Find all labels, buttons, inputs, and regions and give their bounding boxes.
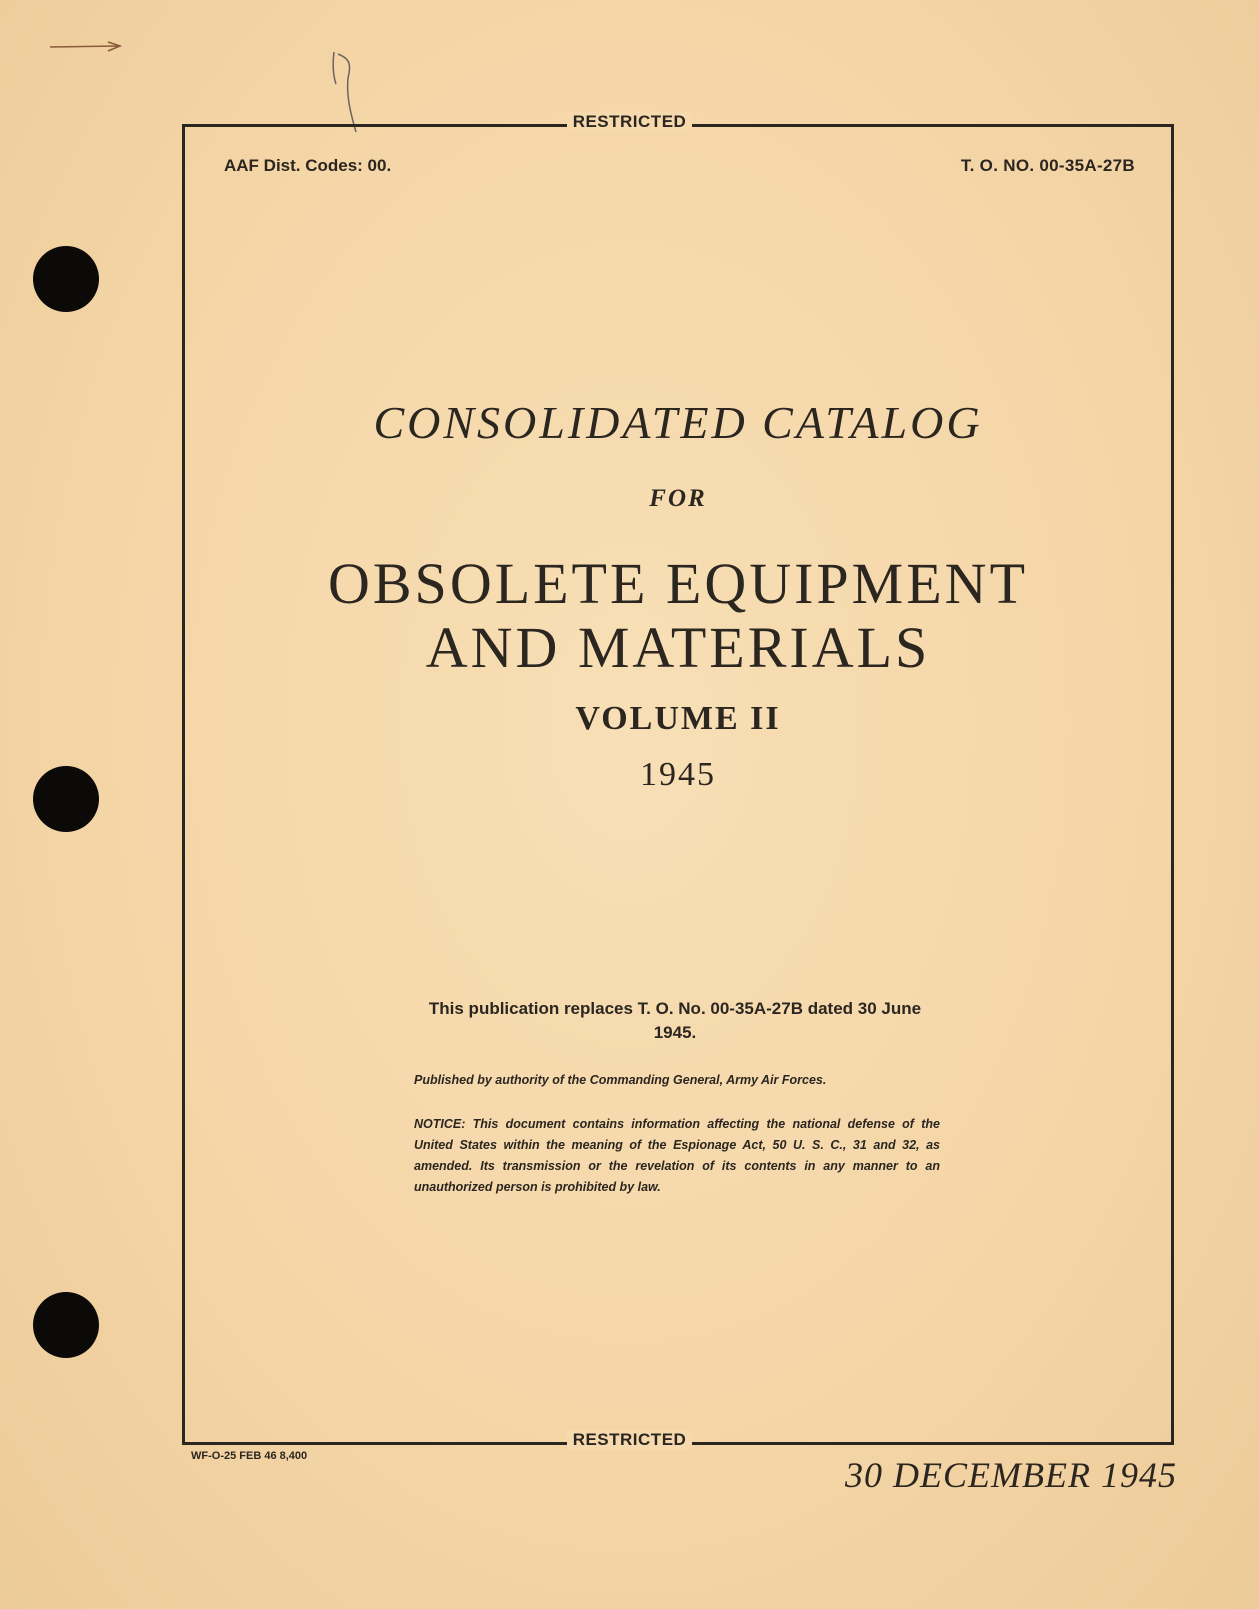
- print-code: WF-O-25 FEB 46 8,400: [191, 1450, 308, 1462]
- restricted-label-bottom: RESTRICTED: [0, 1430, 1259, 1450]
- punch-hole-middle: [33, 766, 99, 832]
- restricted-label-top: RESTRICTED: [0, 112, 1259, 132]
- title-volume: VOLUME II: [575, 700, 781, 737]
- title-and-materials: AND MATERIALS: [425, 615, 931, 680]
- title-for: FOR: [649, 485, 707, 512]
- dist-codes: AAF Dist. Codes: 00.: [224, 156, 392, 175]
- issue-date: 30 DECEMBER 1945: [845, 1455, 1177, 1495]
- authority-note: Published by authority of the Commanding General, Army Air Forces.: [414, 1073, 827, 1087]
- title-catalog: CONSOLIDATED CATALOG: [373, 397, 983, 448]
- pencil-arrow-mark: [48, 40, 128, 54]
- title-year: 1945: [640, 756, 716, 793]
- espionage-notice: NOTICE: This document contains information affecting the national defense of the United States within the meaning of the Espionage Act, 50 U. S. C., 31 and 32, as amended. Its transmission or the revelation of its contents in any manner to an unauthorized person is prohibited by law.: [414, 1117, 940, 1194]
- punch-hole-bottom: [33, 1292, 99, 1358]
- title-obsolete-equipment: OBSOLETE EQUIPMENT: [327, 551, 1028, 616]
- to-number: T. O. NO. 00-35A-27B: [960, 156, 1135, 175]
- replaces-note: This publication replaces T. O. No. 00-35A-27B dated 30 June 1945.: [428, 999, 922, 1042]
- punch-hole-top: [33, 246, 99, 312]
